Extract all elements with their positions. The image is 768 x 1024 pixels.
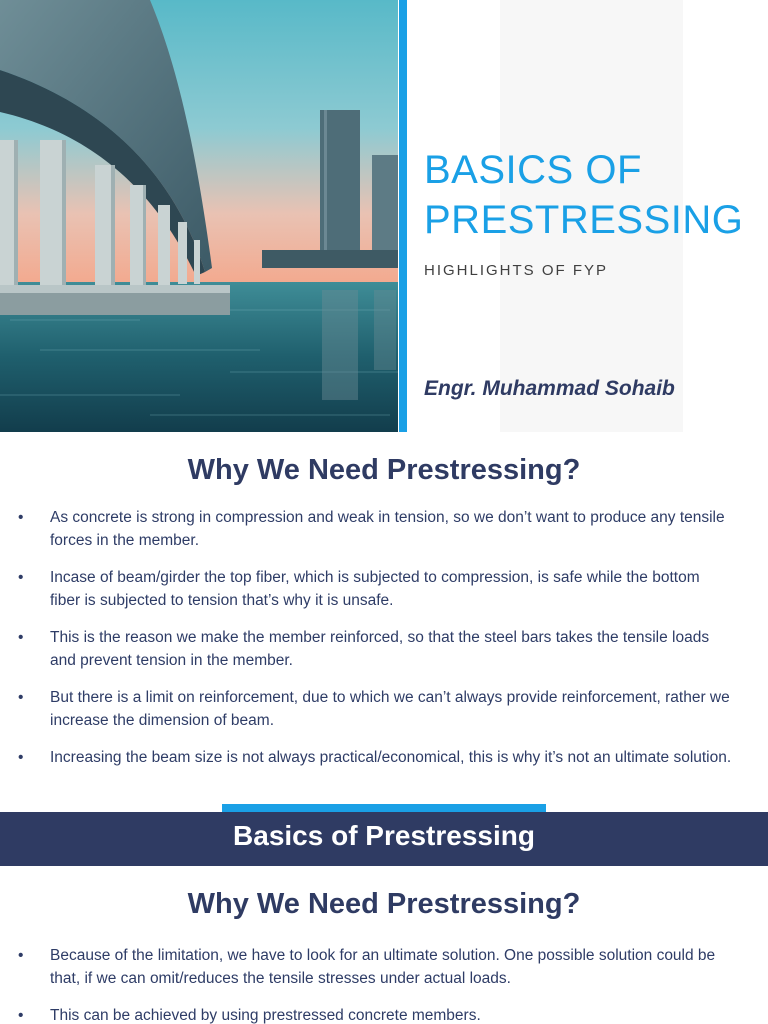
- banner-accent-bar: [222, 804, 546, 812]
- bullet-marker: •: [18, 1007, 24, 1024]
- section-banner-title: Basics of Prestressing: [233, 820, 535, 851]
- bullet-marker: •: [18, 689, 24, 706]
- list-item: [0, 626, 768, 672]
- list-item: [0, 1004, 768, 1024]
- slide-title-line-2: PRESTRESSING: [424, 198, 744, 242]
- list-item: [0, 566, 768, 612]
- bullet-text: As concrete is strong in compression and weak in tension, so we don’t want to produce any tensile forces in the member.: [50, 509, 725, 549]
- bullet-marker: •: [18, 629, 24, 646]
- slide-subtitle: HIGHLIGHTS OF FYP: [424, 262, 609, 279]
- slide-title: [424, 145, 754, 245]
- bullet-text: But there is a limit on reinforcement, due to which we can’t always provide reinforcement, rather we increase the dimension of beam.: [50, 689, 730, 729]
- content-slide-why-prestressing: [0, 432, 768, 812]
- bullet-text: Because of the limitation, we have to look for an ultimate solution. One possible solution could be that, if we can omit/reduces the tensile stresses under actual loads.: [50, 947, 716, 987]
- bullet-text: This is the reason we make the member reinforced, so that the steel bars takes the tensile loads and prevent tension in the member.: [50, 629, 710, 669]
- slide-title-line-1: BASICS OF: [424, 148, 642, 192]
- bullet-text: This can be achieved by using prestressed concrete members.: [50, 1007, 481, 1024]
- bullet-marker: •: [18, 509, 24, 526]
- author-name: Engr. Muhammad Sohaib: [424, 377, 675, 400]
- bullet-marker: •: [18, 569, 24, 586]
- content-slide-why-prestressing-2: [0, 866, 768, 1024]
- accent-bar: [399, 0, 407, 432]
- list-item: [0, 944, 768, 990]
- title-slide: [0, 0, 768, 432]
- bullet-marker: •: [18, 947, 24, 964]
- bullet-marker: •: [18, 749, 24, 766]
- list-item: [0, 686, 768, 732]
- bullet-list: [0, 944, 768, 1024]
- bullet-text: Increasing the beam size is not always practical/economical, this is why it’s not an ultimate solution.: [50, 749, 732, 766]
- list-item: [0, 746, 768, 769]
- slide-heading: Why We Need Prestressing?: [187, 888, 581, 920]
- bullet-text: Incase of beam/girder the top fiber, which is subjected to compression, is safe while the bottom fiber is subjected to tension that’s why it is unsafe.: [50, 569, 700, 609]
- bullet-list: [0, 506, 768, 783]
- slide-heading: Why We Need Prestressing?: [187, 454, 581, 486]
- bridge-over-water-photo: [0, 0, 398, 432]
- list-item: [0, 506, 768, 552]
- section-banner: [0, 812, 768, 866]
